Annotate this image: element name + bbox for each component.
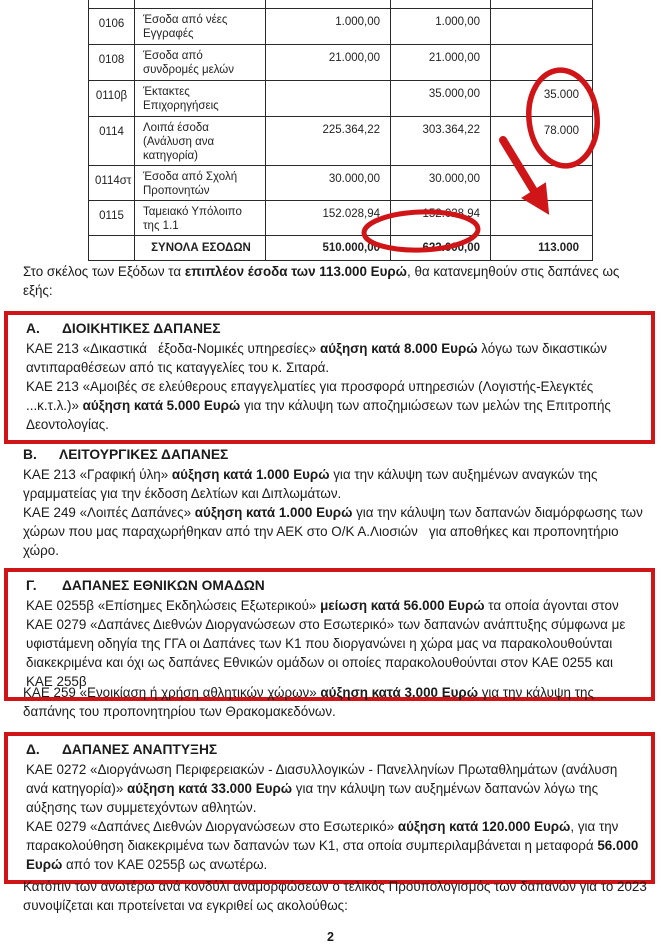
section-a-letter: Α. bbox=[26, 321, 40, 336]
intro-paragraph: Στο σκέλος των Εξόδων τα επιπλέον έσοδα των 113.000 Ευρώ, θα κατανεμηθούν στις δαπάνες ως εξής: bbox=[23, 264, 620, 298]
table-row bbox=[89, 45, 593, 81]
table-row bbox=[89, 117, 593, 166]
section-d-title: ΔΑΠΑΝΕΣ ΑΝΑΠΤΥΞΗΣ bbox=[62, 742, 218, 757]
section-administrative-expenses bbox=[4, 311, 655, 444]
amount-after-cell: 1.000,00 bbox=[391, 9, 491, 45]
section-paragraph: ΚΑΕ 213 «Δικαστικά έξοδα-Νομικές υπηρεσίες» αύξηση κατά 8.000 Ευρώ λόγω των δικαστικών αντιπαραθέσεων από τις καταγγελίες του κ. Σιταρά. bbox=[26, 341, 607, 375]
total-label-cell: ΣΥΝΟΛΑ ΕΣΟΔΩΝ bbox=[135, 236, 266, 261]
difference-cell: 35.000 bbox=[491, 81, 593, 117]
table-row bbox=[89, 201, 593, 236]
section-paragraph: ΚΑΕ 249 «Λοιπές Δαπάνες» αύξηση κατά 1.000 Ευρώ για την κάλυψη των δαπανών διαμόρφωσης των χώρων που μας παραχωρήθηκαν από την ΑΕΚ στο Ο/Κ Α.Λιοσιών για αποθήκες και προπονητήριο χώρο. bbox=[23, 505, 643, 558]
section-b-heading bbox=[23, 445, 649, 464]
amount-after-cell: 30.000,00 bbox=[391, 166, 491, 201]
difference-cell: 78.000 bbox=[491, 117, 593, 166]
amount-before-cell: 225.364,22 bbox=[266, 117, 391, 166]
section-c-heading bbox=[26, 576, 639, 595]
code-cell: 0108 bbox=[89, 45, 135, 81]
stub-cell bbox=[135, 0, 266, 9]
page-number: 2 bbox=[327, 930, 334, 944]
amount-before-cell: 1.000,00 bbox=[266, 9, 391, 45]
section-paragraph: ΚΑΕ 0279 «Δαπάνες Διεθνών Διοργανώσεων στο Εσωτερικό» αύξηση κατά 120.000 Ευρώ, για την παρακολούθηση διακεκριμένα των δαπανών των Κ1, στα οποία συμπεριλαμβάνεται η μεταφορά 56.000 Ευρώ από τον ΚΑΕ 0255β ως ανωτέρω. bbox=[26, 819, 639, 872]
amount-before-cell: 21.000,00 bbox=[266, 45, 391, 81]
amount-after-cell: 303.364,22 bbox=[391, 117, 491, 166]
difference-cell bbox=[491, 45, 593, 81]
code-cell: 0114στ bbox=[89, 166, 135, 201]
total-after-cell: 623.000,00 bbox=[391, 236, 491, 261]
difference-cell bbox=[491, 201, 593, 236]
section-b-title: ΛΕΙΤΟΥΡΓΙΚΕΣ ΔΑΠΑΝΕΣ bbox=[59, 447, 229, 462]
section-d-letter: Δ. bbox=[26, 742, 40, 757]
kae-259-paragraph: ΚΑΕ 259 «Ενοικίαση ή χρήση αθλητικών χώρων» αύξηση κατά 3.000 Ευρώ για την κάλυψη της δαπάνης του προπονητηρίου των Θρακομακεδόνων. bbox=[23, 685, 594, 719]
code-cell: 0114 bbox=[89, 117, 135, 166]
difference-cell bbox=[491, 166, 593, 201]
section-a-paragraphs bbox=[26, 339, 639, 434]
section-c-letter: Γ. bbox=[26, 578, 37, 593]
amount-before-cell bbox=[266, 81, 391, 117]
code-cell: 0110β bbox=[89, 81, 135, 117]
section-paragraph: ΚΑΕ 0255β «Επίσημες Εκδηλώσεις Εξωτερικού» μείωση κατά 56.000 Ευρώ τα οποία άγονται στον ΚΑΕ 0279 «Δαπάνες Διεθνών Διοργανώσεων στο Εσωτερικό» των δαπανών ανάπτυξης σύμφωνα με υφιστάμενη οδηγία της ΓΓΑ οι Δαπάνες των Κ1 που διοργανώνει η χώρα μας να παρακολουθούνται διακεκριμένα και όχι ως δαπάνες Εθνικών ομάδων οι οποίες παρακολουθούνται στον ΚΑΕ 0255 και ΚΑΕ 255β bbox=[26, 598, 626, 689]
section-b-paragraphs bbox=[23, 465, 649, 560]
description-cell: Ταμειακό Υπόλοιπο της 1.1 bbox=[135, 201, 266, 236]
section-c-title: ΔΑΠΑΝΕΣ ΕΘΝΙΚΩΝ ΟΜΑΔΩΝ bbox=[62, 578, 265, 593]
section-c-paragraphs bbox=[26, 596, 639, 691]
stub-cell bbox=[491, 0, 593, 9]
table-row-partial bbox=[89, 0, 593, 9]
difference-cell bbox=[491, 9, 593, 45]
total-difference-cell: 113.000 bbox=[491, 236, 593, 261]
table-total-row bbox=[89, 236, 593, 261]
description-cell: Έκτακτες Επιχορηγήσεις bbox=[135, 81, 266, 117]
section-b-letter: Β. bbox=[23, 447, 37, 462]
amount-before-cell: 152.028,94 bbox=[266, 201, 391, 236]
section-a-title: ΔΙΟΙΚΗΤΙΚΕΣ ΔΑΠΑΝΕΣ bbox=[62, 321, 221, 336]
section-d-heading bbox=[26, 740, 639, 759]
description-cell: Έσοδα από νέες Εγγραφές bbox=[135, 9, 266, 45]
description-cell: Λοιπά έσοδα (Ανάλυση ανα κατηγορία) bbox=[135, 117, 266, 166]
table-row bbox=[89, 166, 593, 201]
section-development-expenses bbox=[4, 732, 655, 884]
stub-cell bbox=[266, 0, 391, 9]
table-row bbox=[89, 9, 593, 45]
amount-after-cell: 152.028,94 bbox=[391, 201, 491, 236]
income-table-body bbox=[89, 0, 593, 261]
total-before-cell: 510.000,00 bbox=[266, 236, 391, 261]
section-paragraph: ΚΑΕ 213 «Γραφική ύλη» αύξηση κατά 1.000 Ευρώ για την κάλυψη των αυξημένων αναγκών της γραμματείας για την έκδοση Δελτίων και Διπλωμάτων. bbox=[23, 467, 598, 501]
code-cell: 0106 bbox=[89, 9, 135, 45]
description-cell: Έσοδα από Σχολή Προπονητών bbox=[135, 166, 266, 201]
closing-paragraph: Κατόπιν των ανωτέρω ανά κονδύλι αναμορφώσεων ο τελικός Προϋπολογισμός των δαπανών για το 2023 συνοψίζεται και προτείνεται να εγκριθεί ως ακολούθως: bbox=[23, 879, 647, 913]
stub-cell bbox=[391, 0, 491, 9]
stub-cell bbox=[89, 0, 135, 9]
code-cell: 0115 bbox=[89, 201, 135, 236]
section-a-heading bbox=[26, 319, 639, 338]
section-paragraph: ΚΑΕ 213 «Αμοιβές σε ελεύθερους επαγγελματίες για προσφορά υπηρεσιών (Λογιστής-Ελεγκτές ...κ.τ.λ.)» αύξηση κατά 5.000 Ευρώ για την κάλυψη των αποζημιώσεων των μελών της Επιτροπής Δεοντολογίας. bbox=[26, 379, 611, 432]
section-d-paragraphs bbox=[26, 760, 639, 874]
description-cell: Έσοδα από συνδρομές μελών bbox=[135, 45, 266, 81]
code-cell bbox=[89, 236, 135, 261]
section-national-teams-expenses bbox=[4, 568, 655, 701]
amount-after-cell: 21.000,00 bbox=[391, 45, 491, 81]
amount-after-cell: 35.000,00 bbox=[391, 81, 491, 117]
table-row bbox=[89, 81, 593, 117]
section-operating-expenses bbox=[23, 445, 649, 560]
income-table bbox=[88, 0, 593, 261]
section-paragraph: ΚΑΕ 0272 «Διοργάνωση Περιφερειακών - Διασυλλογικών - Πανελληνίων Πρωταθλημάτων (ανάλυση ανά κατηγορία)» αύξηση κατά 33.000 Ευρώ για την κάλυψη των αυξημένων δαπανών λόγω της αύξησης των συμμετεχόντων αθλητών. bbox=[26, 762, 618, 815]
amount-before-cell: 30.000,00 bbox=[266, 166, 391, 201]
